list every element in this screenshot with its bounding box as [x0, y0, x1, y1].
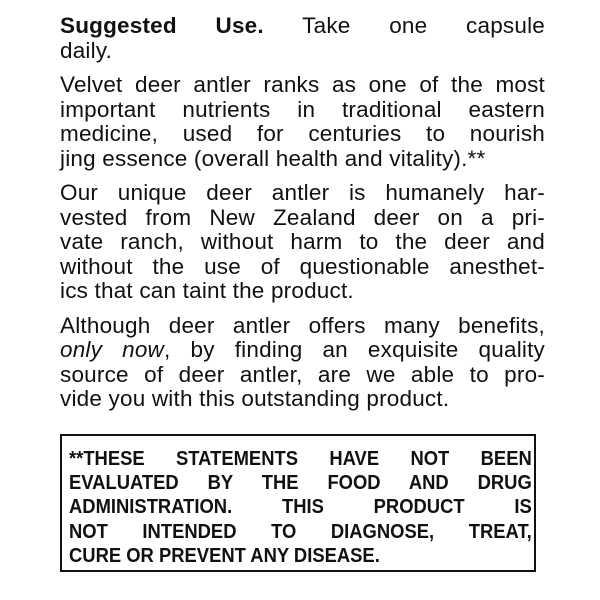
suggested-use-line-2: daily. — [60, 37, 113, 63]
paragraph2-line: without the use of questionable anesthet- — [60, 253, 545, 279]
disclaimer-line: ADMINISTRATION. THIS PRODUCT IS — [69, 496, 532, 519]
disclaimer-line: **THESE STATEMENTS HAVE NOT BEEN — [69, 448, 532, 470]
fda-disclaimer-box — [60, 434, 536, 572]
paragraph2-line: vate ranch, without harm to the deer and — [60, 229, 545, 254]
disclaimer-line: NOT INTENDED TO DIAGNOSE, TREAT, — [69, 520, 532, 543]
disclaimer-line: EVALUATED BY THE FOOD AND DRUG — [69, 472, 532, 495]
paragraph1-line: Velvet deer antler ranks as one of the most — [60, 72, 545, 97]
paragraph2-line: Our unique deer antler is humanely har- — [60, 180, 545, 205]
paragraph-harvest — [60, 181, 545, 304]
paragraph3-line: Although deer antler offers many benefits, — [60, 312, 545, 338]
paragraph2-line: vested from New Zealand deer on a pri- — [60, 204, 545, 230]
paragraph3-emphasis: only now — [60, 337, 164, 362]
paragraph2-line: ics that can taint the product. — [60, 278, 354, 303]
paragraph1-line: jing essence (overall health and vitality).** — [60, 145, 486, 171]
disclaimer-line: CURE OR PREVENT ANY DISEASE. — [69, 544, 380, 567]
paragraph3-line — [60, 338, 545, 363]
paragraph-quality — [60, 314, 545, 412]
suggested-use-line-1 — [60, 14, 545, 39]
paragraph3-line-rest: , by finding an exquisite quality — [164, 337, 545, 362]
paragraph-velvet-antler — [60, 73, 545, 171]
paragraph1-line: medicine, used for centuries to nourish — [60, 121, 545, 146]
paragraph1-line: important nutrients in traditional eastern — [60, 96, 545, 122]
label-text-block — [60, 14, 545, 422]
paragraph3-line: vide you with this outstanding product. — [60, 386, 450, 411]
suggested-use-instruction: Take one capsule — [263, 13, 545, 38]
suggested-use-heading: Suggested Use. — [60, 13, 264, 38]
suggested-use-section — [60, 14, 545, 63]
paragraph3-line: source of deer antler, are we able to pro- — [60, 361, 545, 387]
